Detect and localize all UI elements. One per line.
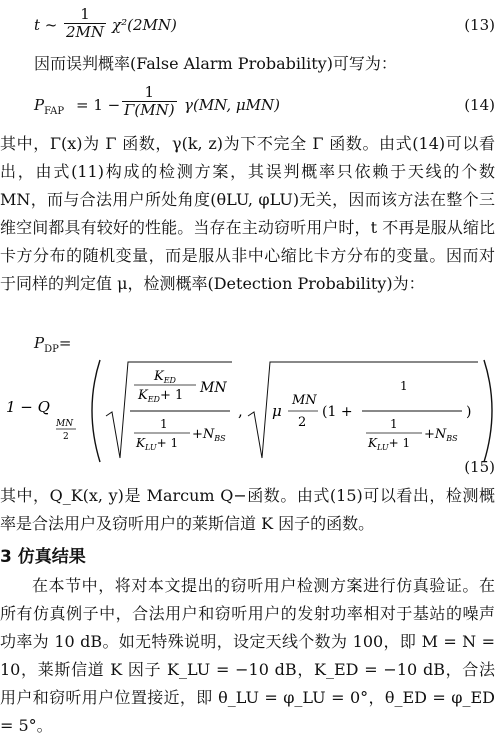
eq15-den2-nbs-sub: BS: [446, 434, 458, 443]
eq15-q-sub-den: 2: [63, 432, 69, 442]
eq15-right-paren: [484, 360, 492, 462]
eq15-close-inner: ): [466, 404, 472, 420]
fap-intro: 因而误判概率(False Alarm Probability)可写为：: [34, 54, 397, 73]
eq15-ked-num-k: K: [154, 369, 164, 384]
eq13-label: (13): [464, 16, 495, 34]
eq15-den2-nbs-n: N: [434, 427, 447, 442]
paragraph-1: 其中，Γ(x)为 Γ 函数，γ(k, z)为下不完全 Γ 函数。由式(14)可以看出，由式(11)构成的检测方案，其误判概率只依赖于天线的个数 MN，而与合法用户所处角度(θLU, φLU)无关，因而该方法在整个三维空间都具有较好的性能。当存在主动窃听用户时，t 不再是服从缩比卡方分布的随机变量，而是服从非中心缩比卡方分布的变量。因而对于同样的判定值 μ，检测概率(Detection Probability)为：: [0, 134, 495, 293]
eq15-den1-klu-sub: LU: [144, 443, 157, 452]
eq15-den2-one: 1: [390, 417, 398, 431]
eq15-den1-klu: [135, 436, 178, 452]
eq15-one-plus: (1 +: [322, 404, 353, 420]
eq15-comma: ,: [238, 402, 243, 420]
equation-15: [0, 330, 503, 480]
eq15-lhs-symbol: P: [34, 334, 45, 352]
eq15-ked-num: [153, 369, 177, 385]
equation-14: [0, 84, 503, 128]
eq15-den2-plus1: + 1: [388, 436, 411, 450]
eq15-q-prefix: 1 − Q: [6, 398, 50, 416]
eq15-den2-top-one: 1: [400, 379, 408, 393]
eq15-den2-klu-sub: LU: [376, 443, 389, 452]
eq14-lhs-symbol: P: [34, 96, 45, 114]
paragraph-2: 其中，Q_K(x, y)是 Marcum Q−函数。由式(15)可以看出，检测概率是合法用户及窃听用户的莱斯信道 K 因子的函数。: [0, 486, 495, 533]
eq15-q-sub-num: MN: [56, 419, 74, 429]
eq15-mn-1: MN: [200, 380, 227, 396]
eq14-fraction: [122, 84, 177, 120]
eq15-lhs: [34, 334, 71, 355]
eq15-ked-den-sub: ED: [147, 395, 160, 404]
eq14-denominator: Γ(MN): [124, 101, 175, 120]
equation-13: [0, 6, 503, 46]
eq15-den1-plus1: + 1: [156, 436, 179, 450]
eq15-body: [0, 354, 503, 474]
eq15-den1-one: 1: [160, 417, 168, 431]
eq15-ked-num-sub: ED: [163, 376, 176, 385]
eq15-den1-nbs-sub: BS: [214, 434, 226, 443]
eq14-eq: = 1 −: [76, 96, 121, 114]
eq15-ked-den: [137, 388, 183, 404]
eq15-den2-klu-k: K: [368, 436, 377, 450]
eq14-rhs: γ(MN, μMN): [184, 96, 280, 114]
section-title: 3 仿真结果: [0, 547, 86, 567]
eq15-den1-nbs: $+N_{BS}$: [192, 427, 226, 443]
eq14-lhs-sub: FAP: [44, 106, 65, 117]
eq14-label: (14): [464, 96, 495, 114]
eq13-rhs: χ²(2MN): [112, 16, 177, 34]
paragraph-3: 在本节中，将对本文提出的窃听用户检测方案进行仿真验证。在所有仿真例子中，合法用户和窃听用户的发射功率相对于基站的噪声功率为 10 dB。如无特殊说明，设定天线个数为 100，即 M = N = 10，莱斯信道 K 因子 K_LU = −10 dB，K_ED = −10 dB，合法用户和窃听用户位置接近，即 θ_LU = φ_LU = 0°，θ_ED = φ_ED = 5°。: [0, 576, 495, 735]
eq15-ked-den-k: K: [138, 388, 148, 403]
eq13-numerator: 1: [64, 6, 106, 24]
eq15-label: (15): [464, 458, 495, 476]
eq15-den2-nbs: $+N_{BS}$: [424, 427, 458, 443]
eq14-numerator: 1: [122, 84, 177, 102]
eq15-lhs-sub: DP: [44, 344, 59, 355]
eq15-mu: μ: [272, 402, 282, 420]
eq14-lhs: [34, 96, 64, 117]
eq13-denominator: 2MN: [66, 23, 105, 42]
eq15-half-two: 2: [298, 415, 307, 430]
eq13-fraction: [64, 6, 106, 42]
eq15-den1-nbs-n: N: [202, 427, 215, 442]
eq15-left-paren: [92, 360, 100, 462]
eq15-ked-den-plus1: + 1: [159, 388, 184, 403]
eq15-mn-2: MN: [292, 393, 317, 408]
eq15-lhs-eq: =: [58, 334, 72, 352]
eq15-den1-klu-k: K: [136, 436, 145, 450]
eq15-den2-klu: [367, 436, 410, 452]
eq15-sqrt-2: [248, 362, 478, 458]
eq13-lhs: t ~: [34, 16, 58, 34]
